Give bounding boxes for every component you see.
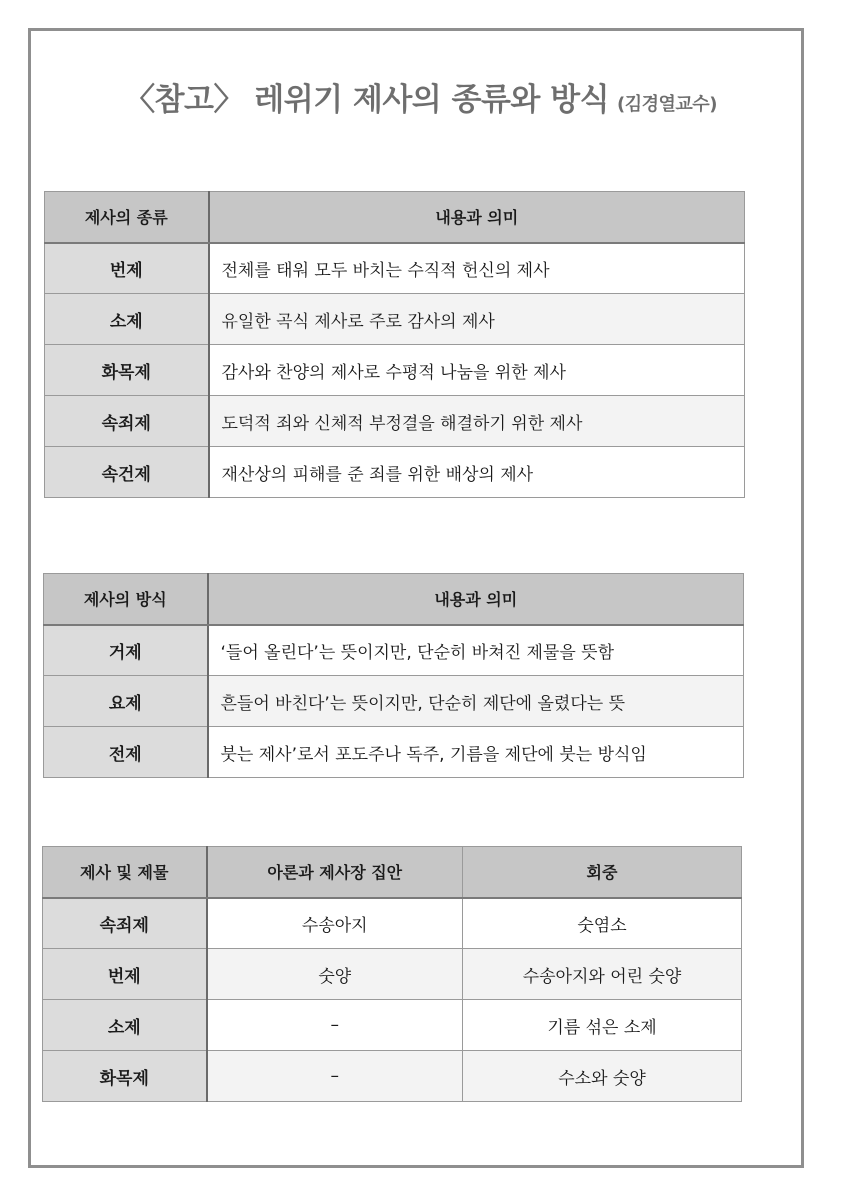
table-row — [43, 898, 742, 949]
column-header: 내용과 의미 — [209, 192, 745, 243]
row-description: ‘들어 올린다’는 뜻이지만, 단순히 바쳐진 제물을 뜻함 — [208, 625, 744, 676]
offering-kinds-table — [44, 191, 745, 498]
title-author: (김경열교수) — [617, 94, 717, 115]
priest-offering-cell: – — [207, 1000, 463, 1051]
table-row — [44, 625, 744, 676]
priest-offering-cell: 숫양 — [207, 949, 463, 1000]
table-row — [45, 294, 745, 345]
row-label: 전제 — [44, 727, 208, 778]
table-row — [45, 243, 745, 294]
row-description: 유일한 곡식 제사로 주로 감사의 제사 — [209, 294, 745, 345]
row-label: 거제 — [44, 625, 208, 676]
page-title — [0, 74, 841, 119]
row-description: 도덕적 죄와 신체적 부정결을 해결하기 위한 제사 — [209, 396, 745, 447]
offering-methods-table — [43, 573, 744, 778]
row-description: 전체를 태워 모두 바치는 수직적 헌신의 제사 — [209, 243, 745, 294]
table-header-row — [45, 192, 745, 243]
row-label: 속건제 — [45, 447, 209, 498]
row-label: 요제 — [44, 676, 208, 727]
table-header-row — [44, 574, 744, 625]
title-main: 〈참고〉 레위기 제사의 종류와 방식 — [124, 82, 610, 118]
table-row — [43, 1000, 742, 1051]
table-header-row — [43, 847, 742, 898]
priest-offering-cell: – — [207, 1051, 463, 1102]
column-header: 제사의 종류 — [45, 192, 209, 243]
table-row — [45, 447, 745, 498]
priest-offering-cell: 수송아지 — [207, 898, 463, 949]
row-label: 화목제 — [45, 345, 209, 396]
row-label: 번제 — [45, 243, 209, 294]
table-row — [45, 396, 745, 447]
table-row — [43, 1051, 742, 1102]
row-label: 소제 — [45, 294, 209, 345]
row-label: 화목제 — [43, 1051, 207, 1102]
column-header: 회중 — [463, 847, 742, 898]
row-description: 감사와 찬양의 제사로 수평적 나눔을 위한 제사 — [209, 345, 745, 396]
row-label: 번제 — [43, 949, 207, 1000]
table-row — [43, 949, 742, 1000]
congregation-offering-cell: 수소와 숫양 — [463, 1051, 742, 1102]
column-header: 제사의 방식 — [44, 574, 208, 625]
table-row — [44, 727, 744, 778]
offerings-by-group-table — [42, 846, 742, 1102]
row-description: 붓는 제사’로서 포도주나 독주, 기름을 제단에 붓는 방식임 — [208, 727, 744, 778]
congregation-offering-cell: 숫염소 — [463, 898, 742, 949]
table-row — [45, 345, 745, 396]
congregation-offering-cell: 수송아지와 어린 숫양 — [463, 949, 742, 1000]
row-description: 재산상의 피해를 준 죄를 위한 배상의 제사 — [209, 447, 745, 498]
row-label: 속죄제 — [43, 898, 207, 949]
column-header: 내용과 의미 — [208, 574, 744, 625]
table-row — [44, 676, 744, 727]
column-header: 제사 및 제물 — [43, 847, 207, 898]
row-label: 소제 — [43, 1000, 207, 1051]
column-header: 아론과 제사장 집안 — [207, 847, 463, 898]
row-description: 흔들어 바친다’는 뜻이지만, 단순히 제단에 올렸다는 뜻 — [208, 676, 744, 727]
row-label: 속죄제 — [45, 396, 209, 447]
congregation-offering-cell: 기름 섞은 소제 — [463, 1000, 742, 1051]
